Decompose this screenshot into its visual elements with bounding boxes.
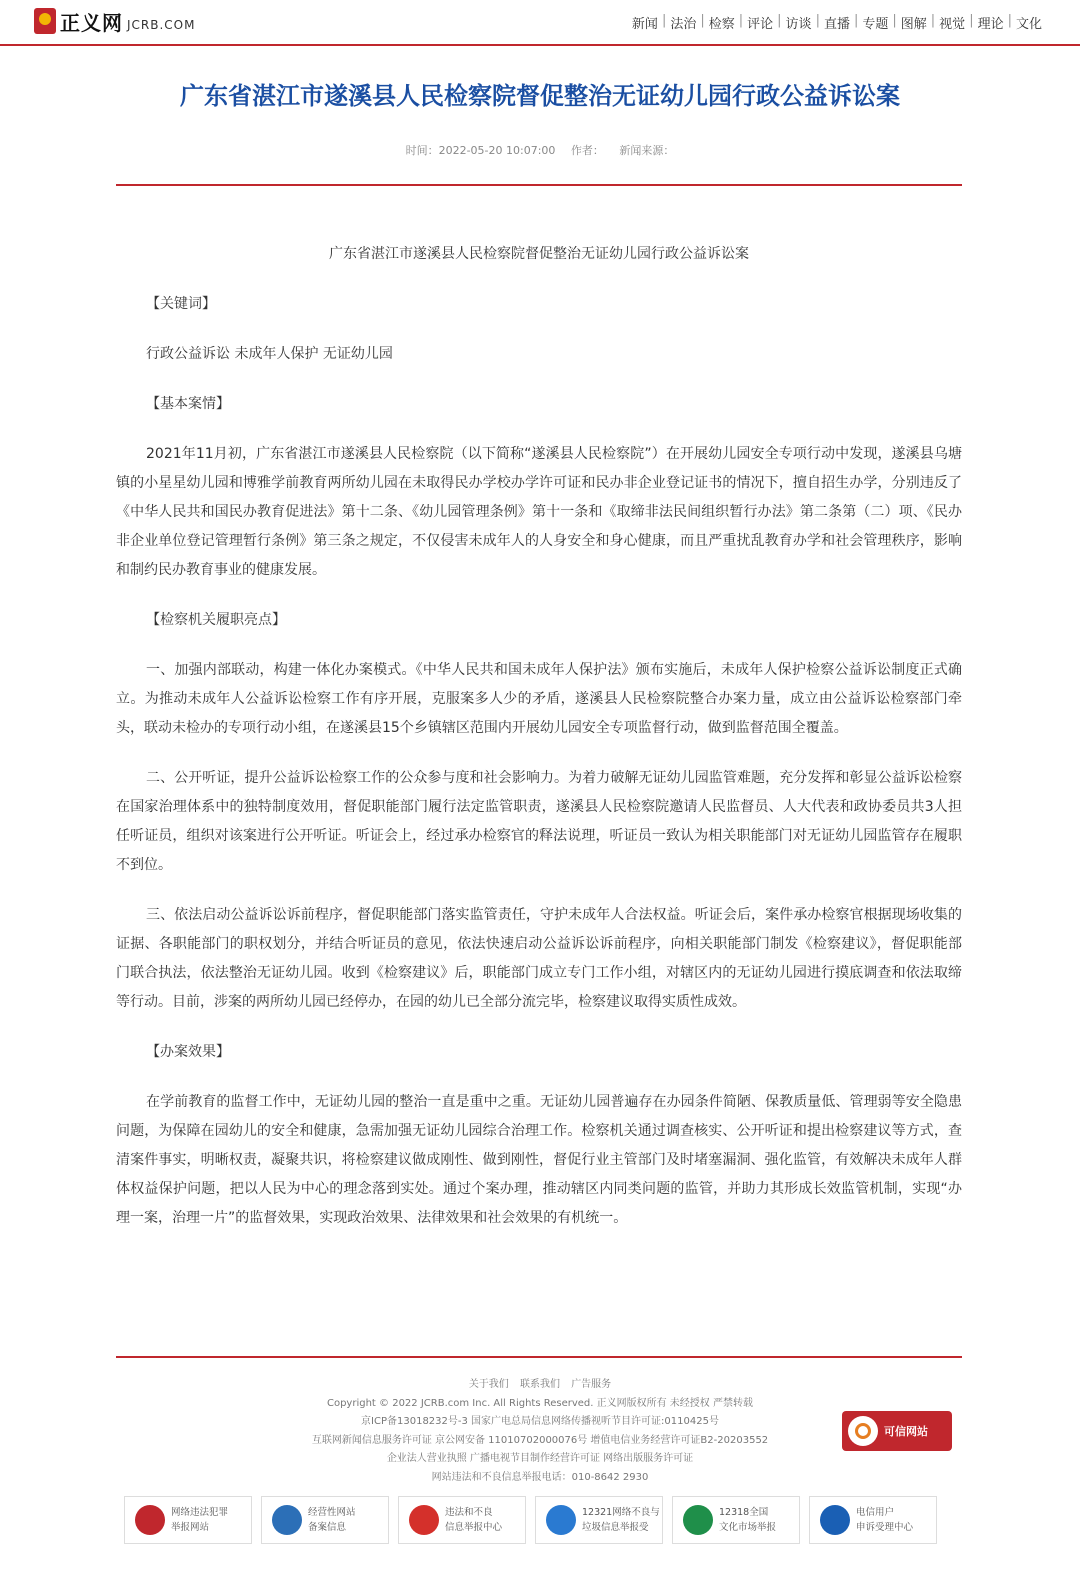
report-phone: 网站违法和不良信息举报电话：010-8642 2930	[431, 1471, 649, 1483]
main-nav: 新闻 | 法治 | 检察 | 评论 | 访谈 | 直播 | 专题 | 图解 | 视觉 | 理论 | 文化	[628, 13, 1046, 32]
nav-news[interactable]: 新闻	[631, 17, 658, 32]
footer-link-about[interactable]: 关于我们	[468, 1379, 509, 1390]
trust-label: 可信网站	[884, 1425, 928, 1438]
section-effect-heading: 【办案效果】	[146, 1044, 230, 1060]
section-basic-heading: 【基本案情】	[146, 396, 230, 412]
report-badges	[124, 1496, 937, 1544]
logo-domain: JCRB.COM	[127, 18, 196, 32]
nav-procuratorate[interactable]: 检察	[708, 17, 735, 32]
publish-time: 时间：2022-05-20 10:07:00	[405, 144, 556, 157]
footer-link-contact[interactable]: 联系我们	[520, 1379, 560, 1390]
nav-live[interactable]: 直播	[823, 17, 850, 32]
footer-divider	[116, 1356, 962, 1358]
top-bar	[0, 0, 1080, 46]
business-info: 企业法人营业执照 广播电视节目制作经营许可证 网络出版服务许可证	[386, 1453, 694, 1464]
logo-icon	[34, 8, 56, 34]
swirl-icon	[546, 1505, 576, 1535]
site-logo[interactable]	[34, 7, 195, 35]
license-info: 互联网新闻信息服务许可证 京公网安备 11010702000076号 增值电信业务经营许可证B2-20203552	[311, 1434, 769, 1446]
logo-text: 正义网	[60, 10, 123, 35]
nav-visual[interactable]: 视觉	[939, 17, 966, 32]
nav-topic[interactable]: 专题	[862, 17, 889, 32]
culture-market-icon	[683, 1505, 713, 1535]
article-subtitle: 广东省湛江市遂溪县人民检察院督促整治无证幼儿园行政公益诉讼案	[329, 246, 749, 262]
paragraph-effect: 在学前教育的监督工作中，无证幼儿园的整治一直是重中之重。无证幼儿园普遍存在办园条件简陋、保教质量低、管理弱等安全隐患问题，为保障在园幼儿的安全和健康，急需加强无证幼儿园综合治理工作。检察机关通过调查核实、公开听证和提出检察建议等方式，查清案件事实，明晰权责，凝聚共识，将检察建议做成刚性、做到刚性，督促行业主管部门及时堵塞漏洞、强化监管，有效解决未成年人群体权益保护问题，把以人民为中心的理念落到实处。通过个案办理，推动辖区内同类问题的监管，并助力其形成长效监管机制，实现“办理一案，治理一片”的监督效果，实现政治效果、法律效果和社会效果的有机统一。	[116, 1094, 962, 1226]
keywords: 行政公益诉讼 未成年人保护 无证幼儿园	[146, 346, 393, 362]
paragraph-highlight-2: 二、公开听证，提升公益诉讼检察工作的公众参与度和社会影响力。为着力破解无证幼儿园监管难题，充分发挥和彰显公益诉讼检察在国家治理体系中的独特制度效用，督促职能部门履行法定监管职责，遂溪县人民检察院邀请人民监督员、人大代表和政协委员共3人担任听证员，组织对该案进行公开听证。听证会上，经过承办检察官的释法说理，听证员一致认为相关职能部门对无证幼儿园监管存在履职不到位。	[116, 770, 962, 873]
copyright: Copyright © 2022 JCRB.com Inc. All Rights Reserved. 正义网版权所有 未经授权 严禁转载	[326, 1397, 753, 1409]
footer-link-ads[interactable]: 广告服务	[571, 1379, 612, 1390]
author: 作者：	[570, 144, 604, 157]
article-body	[116, 240, 962, 1254]
trusted-site-badge[interactable]	[842, 1411, 952, 1451]
badge-cybercrime-report[interactable]: 网络违法犯罪 举报网站	[124, 1496, 252, 1544]
badge-site-registration[interactable]: 经营性网站 备案信息	[261, 1496, 389, 1544]
section-highlights-heading: 【检察机关履职亮点】	[146, 612, 286, 628]
nav-law[interactable]: 法治	[670, 17, 697, 32]
article-title: 广东省湛江市遂溪县人民检察院督促整治无证幼儿园行政公益诉讼案	[180, 82, 900, 110]
paragraph-basic: 2021年11月初，广东省湛江市遂溪县人民检察院（以下简称“遂溪县人民检察院”）在开展幼儿园安全专项行动中发现，遂溪县乌塘镇的小星星幼儿园和博雅学前教育两所幼儿园在未取得民办学校办学许可证和民办非企业登记证书的情况下，擅自招生办学，分别违反了《中华人民共和国民办教育促进法》第十二条、《幼儿园管理条例》第十一条和《取缔非法民间组织暂行办法》第二条第（二）项、《民办非企业单位登记管理暂行条例》第三条之规定，不仅侵害未成年人的人身安全和身心健康，而且严重扰乱教育办学和社会管理秩序，影响和制约民办教育事业的健康发展。	[116, 446, 962, 578]
paragraph-highlight-3: 三、依法启动公益诉讼诉前程序，督促职能部门落实监管责任，守护未成年人合法权益。听证会后，案件承办检察官根据现场收集的证据、各职能部门的职权划分，并结合听证员的意见，依法快速启动公益诉讼诉前程序，向相关职能部门制发《检察建议》，督促职能部门联合执法，依法整治无证幼儿园。收到《检察建议》后，职能部门成立专门工作小组，对辖区内的无证幼儿园进行摸底调查和依法取缔等行动。目前，涉案的两所幼儿园已经停办，在园的幼儿已全部分流完毕，检察建议取得实质性成效。	[116, 907, 962, 1010]
badge-illegal-info-report[interactable]: 违法和不良 信息举报中心	[398, 1496, 526, 1544]
badge-12318-culture-report[interactable]: 12318全国 文化市场举报	[672, 1496, 800, 1544]
badge-12321-report[interactable]: 12321网络不良与 垃圾信息举报受	[535, 1496, 663, 1544]
trust-icon	[848, 1416, 878, 1446]
icp-info: 京ICP备13018232号-3 国家广电总局信息网络传播视听节目许可证:0110425号	[361, 1416, 719, 1427]
shield-icon	[409, 1505, 439, 1535]
arrows-icon	[820, 1505, 850, 1535]
news-source: 新闻来源：	[619, 144, 675, 157]
title-divider	[116, 184, 962, 186]
police-icon	[272, 1505, 302, 1535]
nav-culture[interactable]: 文化	[1015, 17, 1042, 32]
nav-graphic[interactable]: 图解	[900, 17, 927, 32]
nav-interview[interactable]: 访谈	[785, 17, 812, 32]
paragraph-highlight-1: 一、加强内部联动，构建一体化办案模式。《中华人民共和国未成年人保护法》颁布实施后，未成年人保护检察公益诉讼制度正式确立。为推动未成年人公益诉讼检察工作有序开展，克服案多人少的矛盾，遂溪县人民检察院整合办案力量，成立由公益诉讼检察部门牵头，联动未检办的专项行动小组，在遂溪县15个乡镇辖区范围内开展幼儿园安全专项监督行动，做到监督范围全覆盖。	[116, 662, 962, 736]
nav-theory[interactable]: 理论	[977, 17, 1004, 32]
article-meta	[0, 142, 1080, 158]
badge-telecom-complaint[interactable]: 电信用户 申诉受理中心	[809, 1496, 937, 1544]
nav-comment[interactable]: 评论	[747, 17, 774, 32]
national-emblem-icon	[135, 1505, 165, 1535]
section-keywords-heading: 【关键词】	[146, 296, 216, 312]
